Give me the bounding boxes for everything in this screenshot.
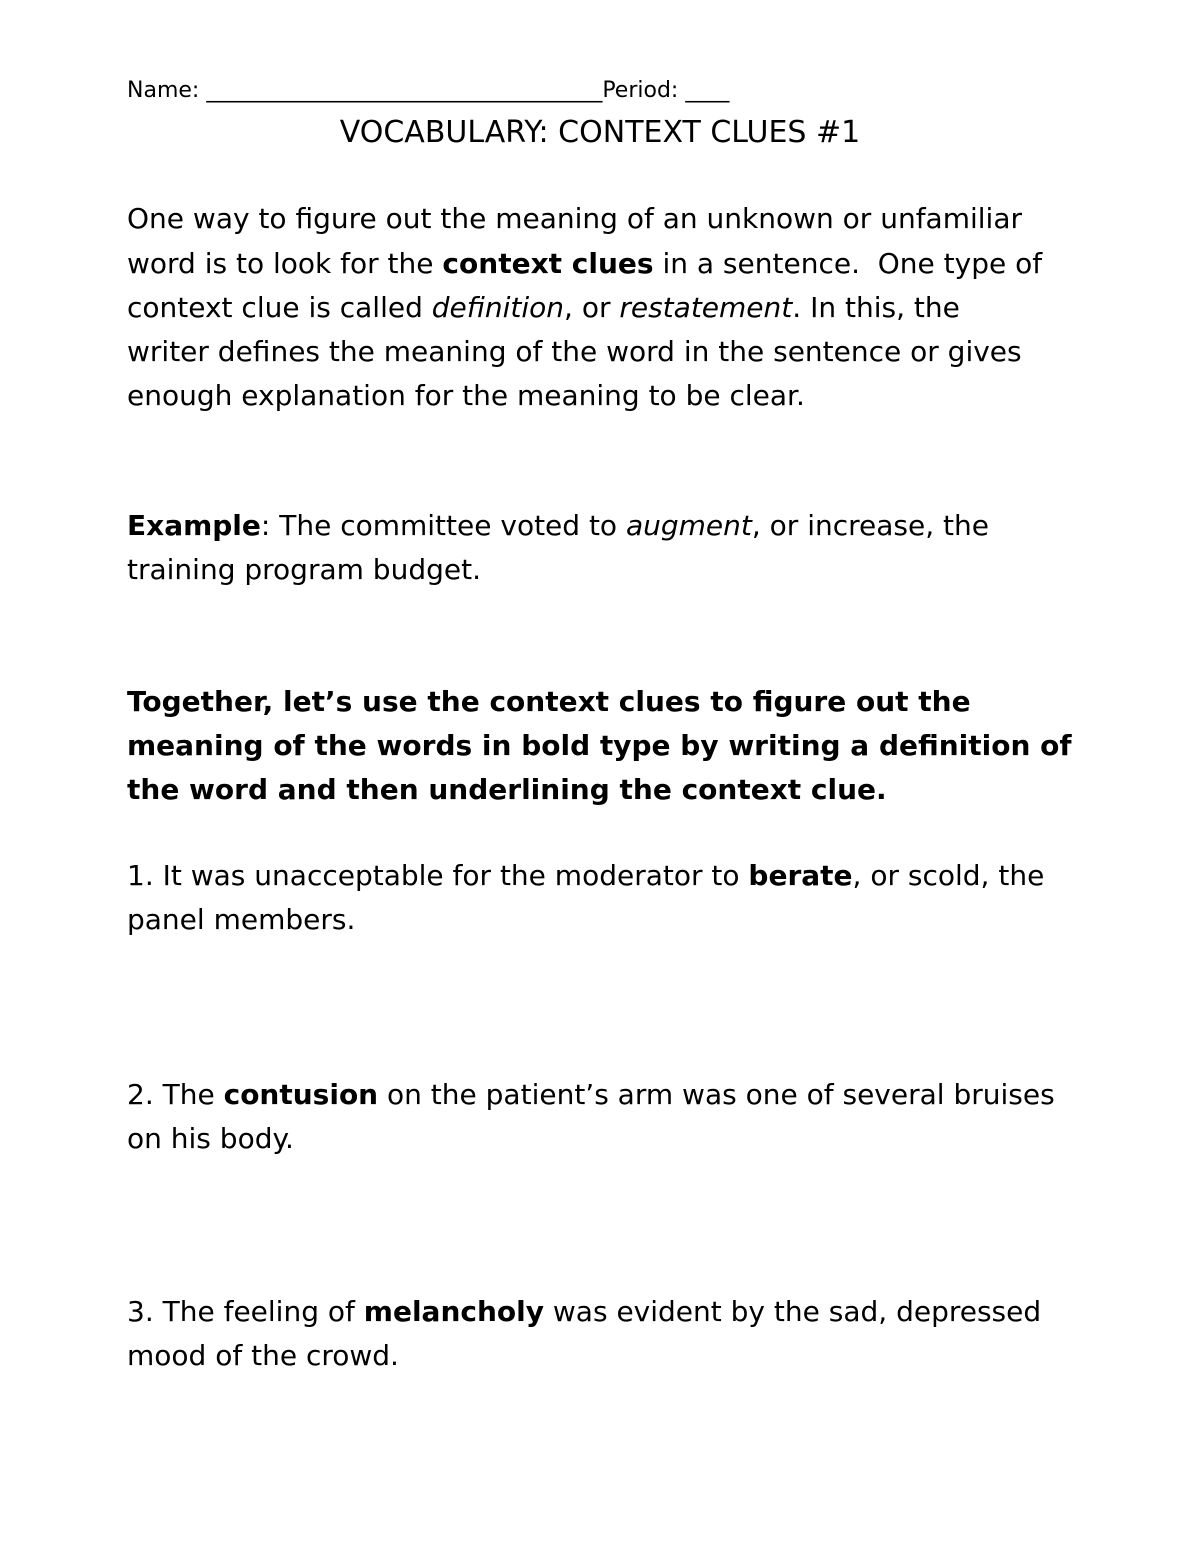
intro-bold-term: context clues [442, 247, 654, 280]
intro-text: . In this, the [792, 291, 960, 324]
question-2-line-2: on his body. [127, 1122, 294, 1155]
intro-line-4: writer defines the meaning of the word in the sentence or gives [127, 335, 1022, 368]
intro-text: word is to look for the [127, 247, 443, 280]
vocab-word: contusion [223, 1078, 379, 1111]
period-blank[interactable]: ____ [685, 78, 730, 103]
example-line-2: training program budget. [127, 553, 481, 586]
example-text: , or increase, the [751, 509, 989, 542]
question-text: , or scold, the [852, 859, 1045, 892]
vocab-word: berate [748, 859, 853, 892]
name-label: Name: [127, 78, 200, 103]
question-text: 1. It was unacceptable for the moderator to [127, 859, 749, 892]
intro-text: in a sentence. One type of [653, 247, 1043, 280]
question-3-line-2: mood of the crowd. [127, 1339, 399, 1372]
instructions-line-3 [127, 773, 887, 806]
question-text: 2. The [127, 1078, 224, 1111]
intro-text: , or [564, 291, 620, 324]
instructions-line-2 [127, 729, 1072, 762]
intro-italic-term: restatement [619, 291, 793, 324]
intro-line-3 [127, 291, 960, 324]
instructions-line-1 [127, 685, 971, 718]
intro-line-1: One way to figure out the meaning of an unknown or unfamiliar [127, 202, 1023, 235]
vocab-word: melancholy [363, 1295, 544, 1328]
page-title: VOCABULARY: CONTEXT CLUES #1 [339, 115, 861, 150]
period-label: Period: [602, 78, 679, 103]
question-1-line-1 [127, 859, 1045, 892]
question-3-line-1 [127, 1295, 1042, 1328]
name-period-header [127, 80, 729, 102]
question-2-line-1 [127, 1078, 1055, 1111]
instructions-text: meaning of the words in bold type by writing a definition of [127, 729, 1072, 762]
intro-line-5: enough explanation for the meaning to be clear. [127, 379, 805, 412]
intro-text: context clue is called [127, 291, 432, 324]
question-1-line-2: panel members. [127, 903, 356, 936]
example-italic-term: augment [625, 509, 752, 542]
example-line-1 [127, 509, 989, 542]
example-label: Example [127, 509, 261, 542]
intro-line-2 [127, 247, 1043, 280]
question-text: 3. The feeling of [127, 1295, 364, 1328]
intro-italic-term: definition [431, 291, 565, 324]
example-text: : The committee voted to [260, 509, 626, 542]
instructions-text: Together, let’s use the context clues to figure out the [127, 685, 971, 718]
name-blank[interactable]: ____________________________________ [206, 78, 603, 103]
instructions-text: the word and then underlining the context clue. [127, 773, 887, 806]
question-text: was evident by the sad, depressed [544, 1295, 1042, 1328]
question-text: on the patient’s arm was one of several bruises [378, 1078, 1055, 1111]
